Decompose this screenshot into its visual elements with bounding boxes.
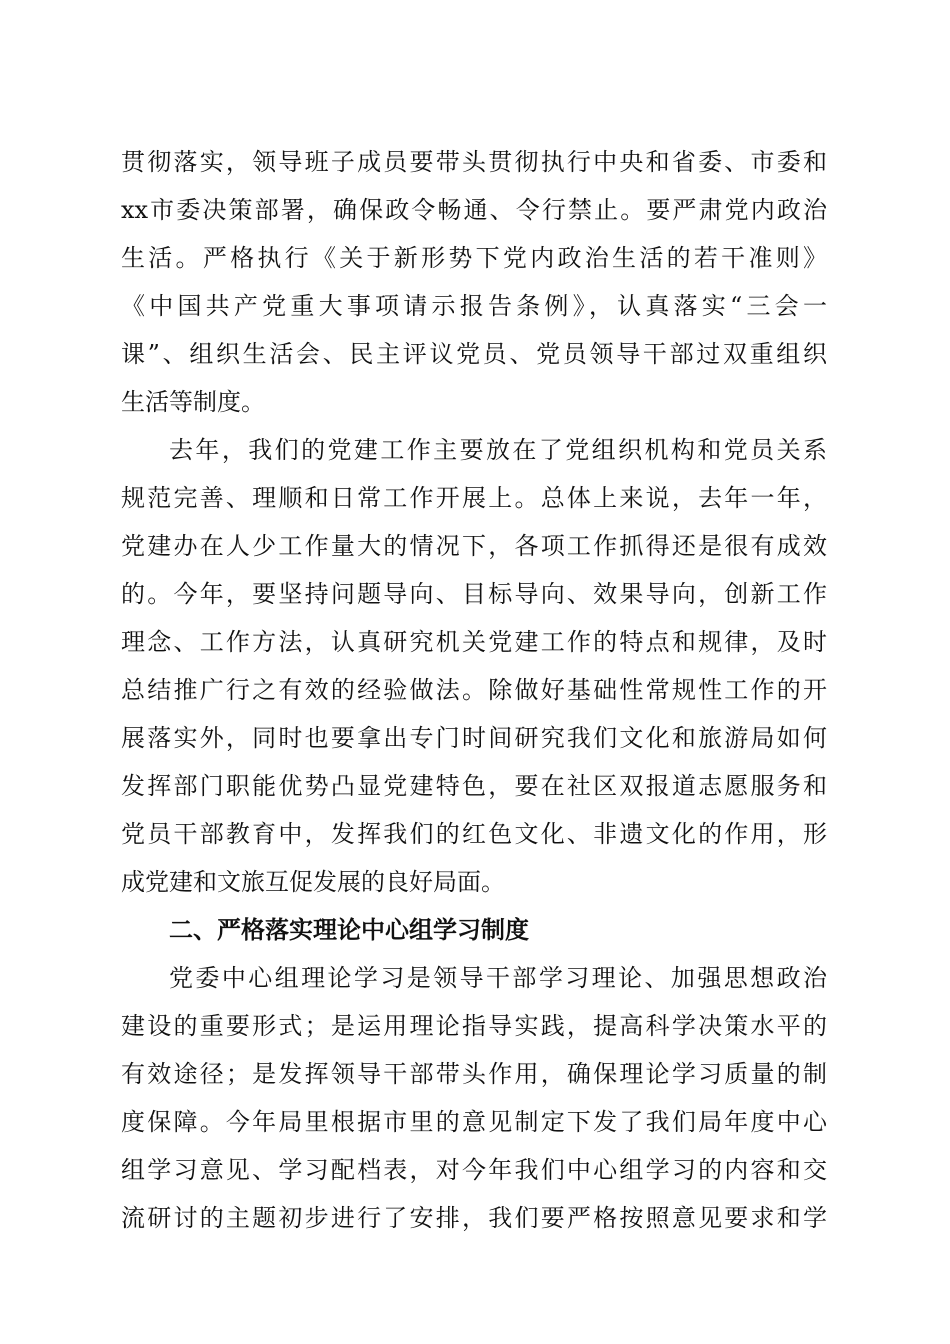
paragraph-1-line: 课”、组织生活会、民主评议党员、党员领导干部过双重组织 [121, 340, 827, 368]
paragraph-1-line: xx市委决策部署，确保政令畅通、令行禁止。要严肃党内政治 [121, 196, 827, 224]
paragraph-2-line: 成党建和文旅互促发展的良好局面。 [121, 868, 505, 896]
paragraph-3-line: 流研讨的主题初步进行了安排，我们要严格按照意见要求和学 [121, 1204, 827, 1232]
paragraph-2-line: 的。今年，要坚持问题导向、目标导向、效果导向，创新工作 [121, 580, 827, 608]
paragraph-3-line: 度保障。今年局里根据市里的意见制定下发了我们局年度中心 [121, 1108, 827, 1136]
paragraph-3-line: 建设的重要形式；是运用理论指导实践，提高科学决策水平的 [121, 1012, 827, 1040]
paragraph-2-line: 展落实外，同时也要拿出专门时间研究我们文化和旅游局如何 [121, 724, 827, 752]
paragraph-2-line: 党建办在人少工作量大的情况下，各项工作抓得还是很有成效 [121, 532, 827, 560]
paragraph-1-line: 《中国共产党重大事项请示报告条例》，认真落实“三会一 [121, 292, 827, 320]
paragraph-2-line: 发挥部门职能优势凸显党建特色，要在社区双报道志愿服务和 [121, 772, 827, 800]
paragraph-3-line: 有效途径；是发挥领导干部带头作用，确保理论学习质量的制 [121, 1060, 827, 1088]
paragraph-1-line: 贯彻落实，领导班子成员要带头贯彻执行中央和省委、市委和 [121, 148, 827, 176]
paragraph-2-line: 党员干部教育中，发挥我们的红色文化、非遗文化的作用，形 [121, 820, 827, 848]
paragraph-2-line: 理念、工作方法，认真研究机关党建工作的特点和规律，及时 [121, 628, 827, 656]
paragraph-3-line: 组学习意见、学习配档表，对今年我们中心组学习的内容和交 [121, 1156, 827, 1184]
paragraph-1-line: 生活。严格执行《关于新形势下党内政治生活的若干准则》 [121, 244, 827, 272]
paragraph-3-line: 党委中心组理论学习是领导干部学习理论、加强思想政治 [169, 964, 827, 992]
paragraph-2-line: 总结推广行之有效的经验做法。除做好基础性常规性工作的开 [121, 676, 827, 704]
paragraph-2-line: 去年，我们的党建工作主要放在了党组织机构和党员关系 [169, 436, 827, 464]
paragraph-2-line: 规范完善、理顺和日常工作开展上。总体上来说，去年一年， [121, 484, 827, 512]
paragraph-1-line: 生活等制度。 [121, 388, 265, 416]
section-heading: 二、严格落实理论中心组学习制度 [169, 916, 529, 944]
